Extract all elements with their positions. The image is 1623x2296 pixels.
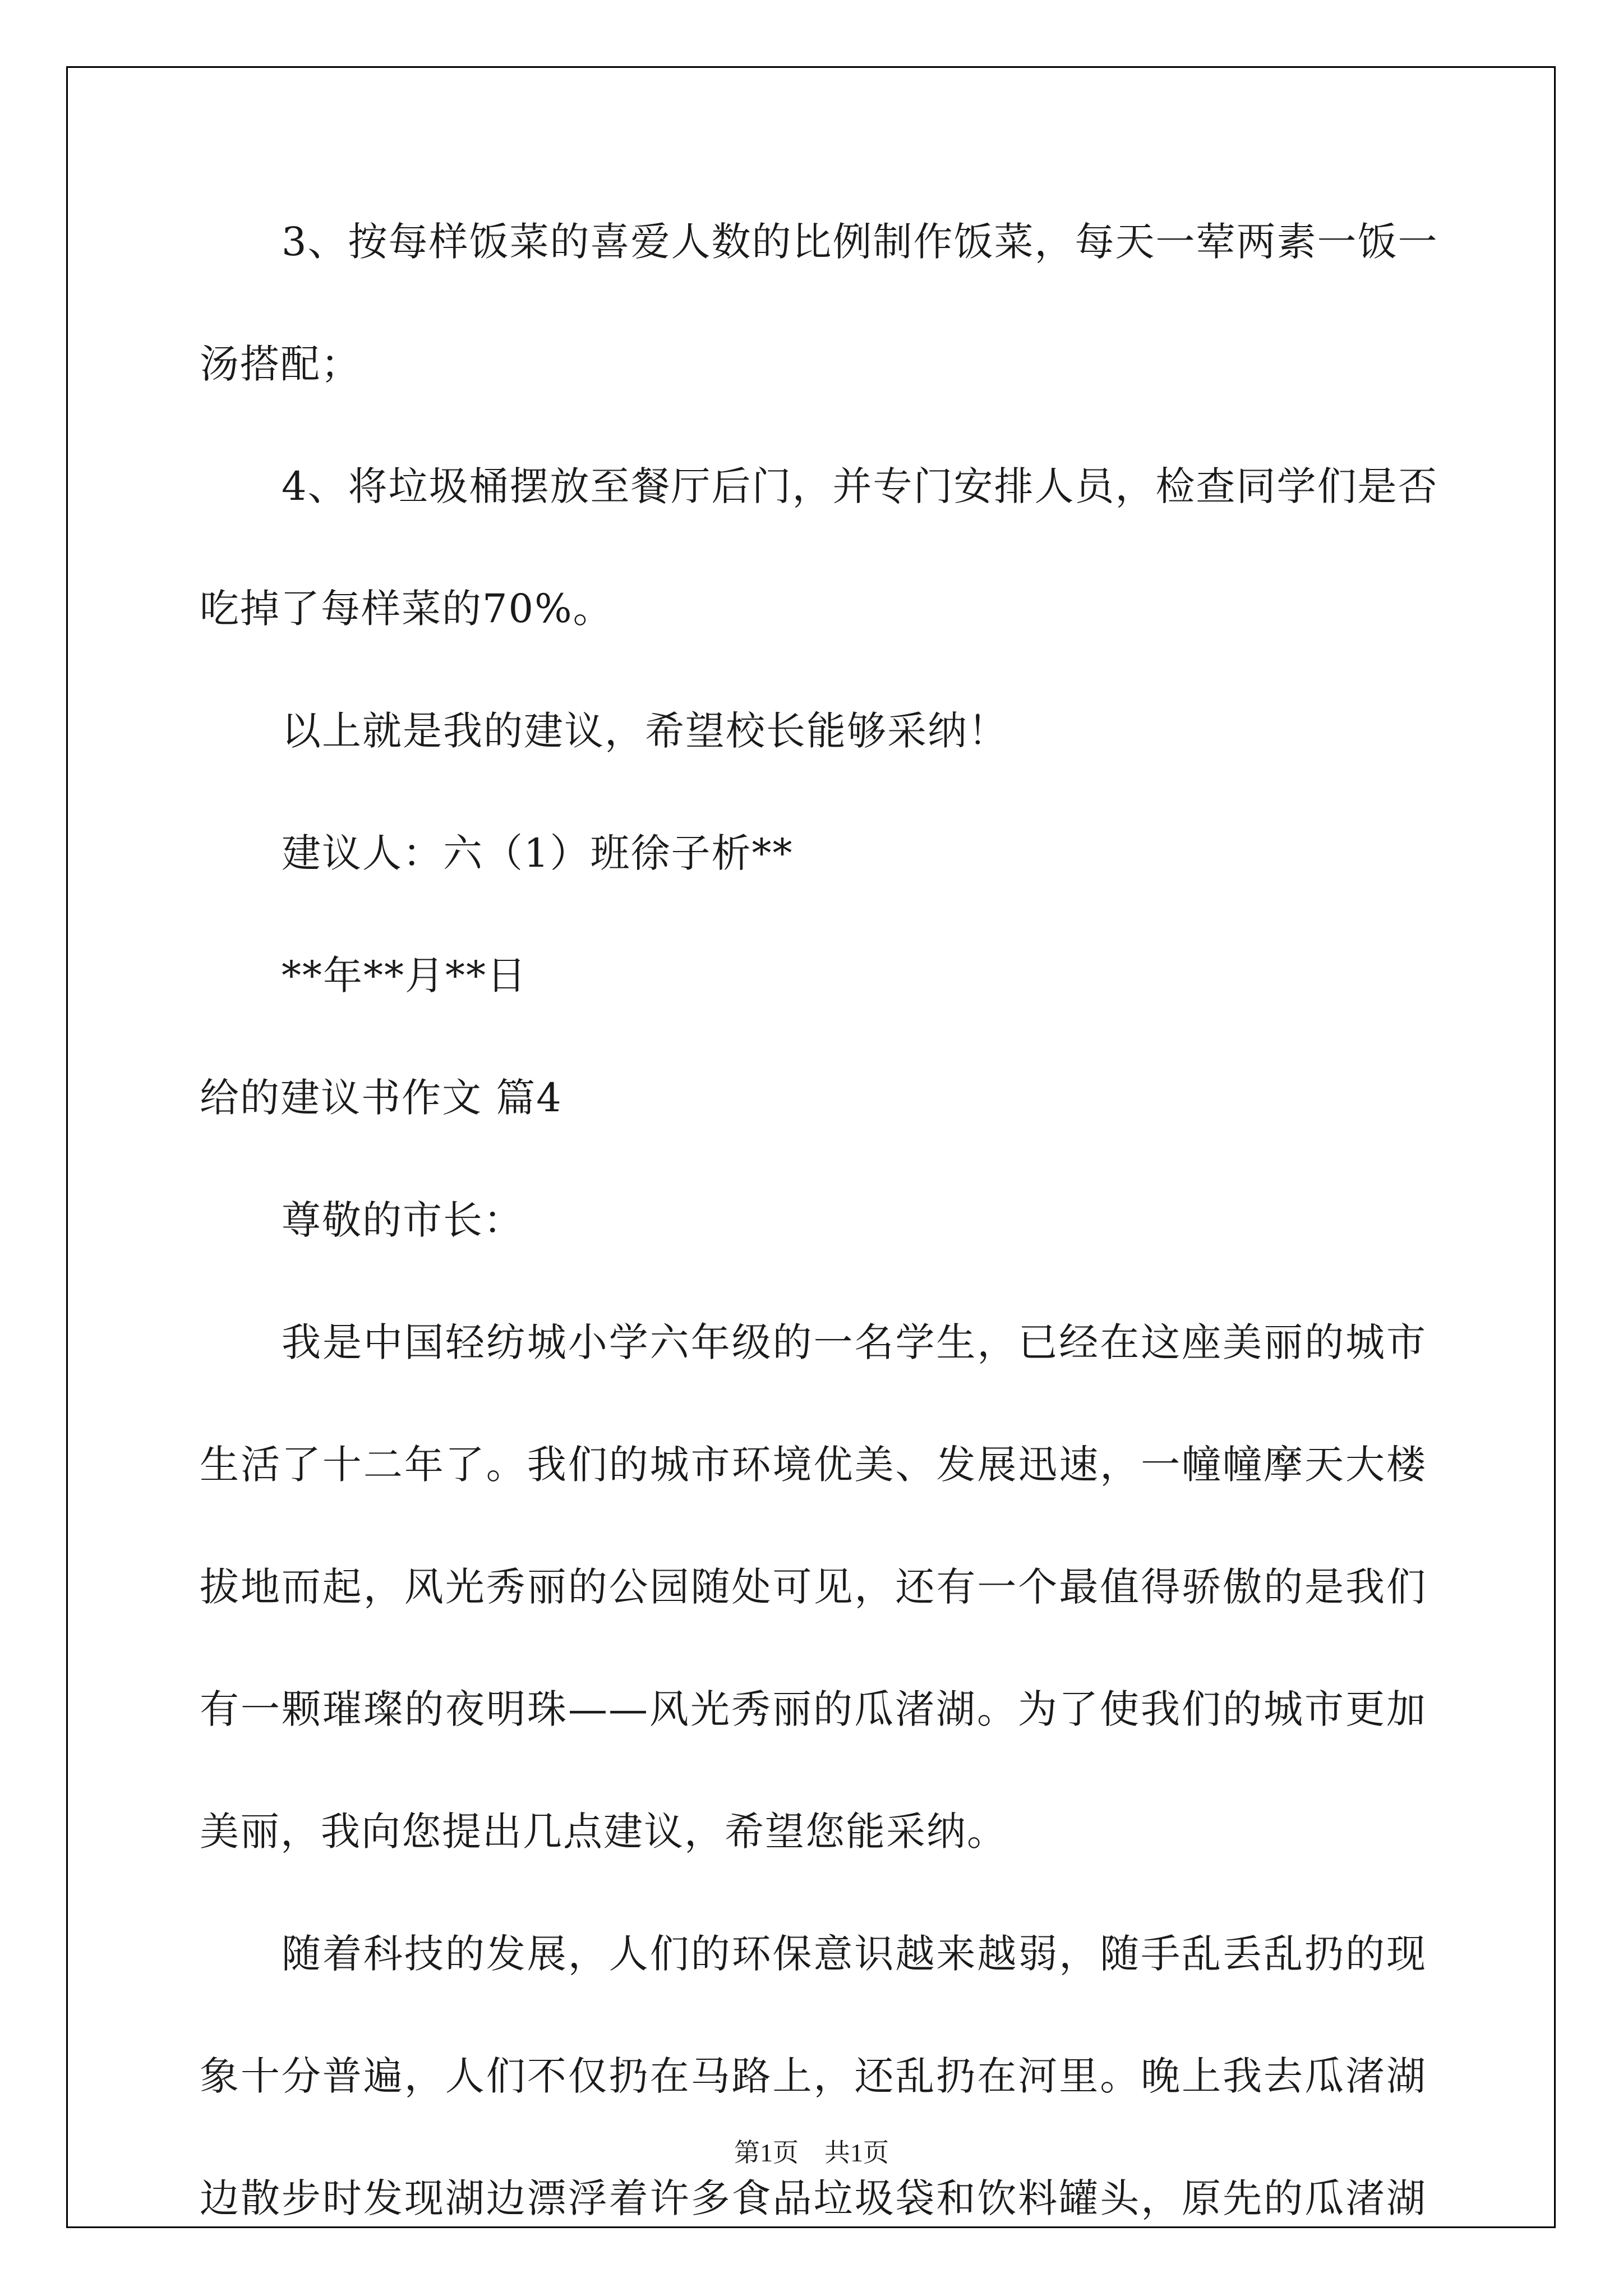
salutation-line: 尊敬的市长： [282,1197,524,1243]
paragraph-line: 汤搭配； [200,341,361,387]
paragraph-line: 生活了十二年了。我们的城市环境优美、发展迅速，一幢幢摩天大楼 [200,1442,1427,1488]
paragraph-line: 美丽，我向您提出几点建议，希望您能采纳。 [200,1809,1007,1855]
section-heading: 给的建议书作文 篇4 [200,1075,562,1121]
page-border [66,66,1556,2228]
paragraph-line: 拔地而起，风光秀丽的公园随处可见，还有一个最值得骄傲的是我们 [200,1564,1427,1610]
paragraph-line: 我是中国轻纺城小学六年级的一名学生，已经在这座美丽的城市 [282,1319,1427,1365]
paragraph-line: 以上就是我的建议，希望校长能够采纳！ [282,708,1008,754]
paragraph-line: 象十分普遍，人们不仅扔在马路上，还乱扔在河里。晚上我去瓜渚湖 [200,2053,1427,2099]
page-number-footer: 第1页 共1页 [734,2138,889,2167]
paragraph-line: 随着科技的发展，人们的环保意识越来越弱，随手乱丢乱扔的现 [282,1931,1427,1977]
paragraph-line: 3、按每样饭菜的喜爱人数的比例制作饭菜，每天一荤两素一饭一 [282,219,1438,265]
paragraph-line: 边散步时发现湖边漂浮着许多食品垃圾袋和饮料罐头，原先的瓜渚湖 [200,2175,1427,2221]
signature-line: 建议人：六（1）班徐子析** [282,830,794,876]
date-line: **年**月**日 [282,953,527,999]
paragraph-line: 吃掉了每样菜的70%。 [200,586,614,632]
paragraph-line: 有一颗璀璨的夜明珠——风光秀丽的瓜渚湖。为了使我们的城市更加 [200,1686,1427,1732]
paragraph-line: 4、将垃圾桶摆放至餐厅后门，并专门安排人员，检查同学们是否 [282,463,1438,509]
